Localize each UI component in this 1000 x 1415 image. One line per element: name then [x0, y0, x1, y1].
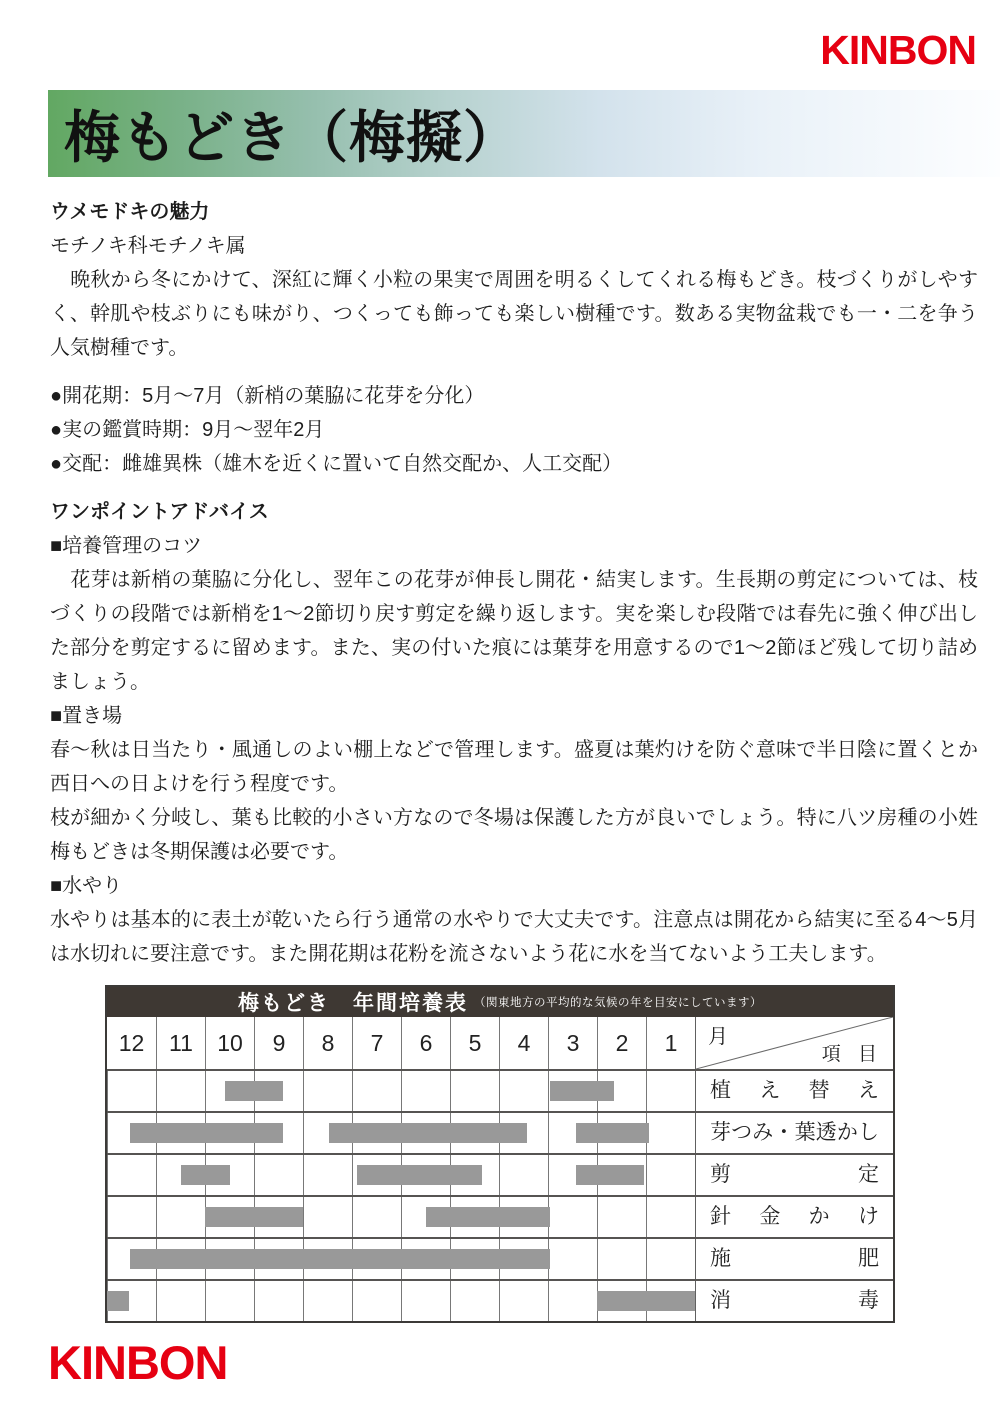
calendar-bar	[597, 1291, 695, 1311]
month-cell: 8	[303, 1017, 352, 1069]
spacer	[50, 481, 978, 495]
calendar-bar	[225, 1081, 284, 1101]
calendar-bars-area	[107, 1281, 695, 1321]
advice-paragraph: 春～秋は日当たり・風通しのよい棚上などで管理します。盛夏は葉灼けを防ぐ意味で半日陰に置くとか西日への日よけを行う程度です。	[50, 739, 978, 795]
month-cell: 5	[450, 1017, 499, 1069]
calendar-row-repotting	[107, 1069, 893, 1111]
intro-family: モチノキ科モチノキ属	[50, 235, 246, 257]
month-cell: 1	[646, 1017, 695, 1069]
calendar-bar	[426, 1207, 551, 1227]
calendar-bar	[181, 1165, 230, 1185]
calendar-row-pruning	[107, 1153, 893, 1195]
calendar-bar	[205, 1207, 303, 1227]
month-cell: 6	[401, 1017, 450, 1069]
page-title: 梅もどき（梅擬）	[64, 107, 520, 170]
calendar-bar	[357, 1165, 482, 1185]
calendar-bars-area	[107, 1239, 695, 1279]
calendar-bar	[576, 1165, 644, 1185]
intro-heading: ウメモドキの魅力	[50, 201, 210, 223]
calendar-row-disinfection	[107, 1279, 893, 1321]
calendar-bar	[329, 1123, 527, 1143]
feature-bullet-flowering: ●開花期：5月～7月（新梢の葉脇に花芽を分化）	[50, 385, 485, 407]
calendar-bar	[107, 1291, 129, 1311]
month-header-row	[107, 1017, 893, 1069]
calendar-bar	[576, 1123, 650, 1143]
calendar-bars-area	[107, 1197, 695, 1237]
calendar-row-label: 剪定	[695, 1155, 893, 1195]
month-cell: 7	[352, 1017, 401, 1069]
calendar-row-label: 施肥	[695, 1239, 893, 1279]
intro-paragraph: 晩秋から冬にかけて、深紅に輝く小粒の果実で周囲を明るくしてくれる梅もどき。枝づくりがしやすく、幹肌や枝ぶりにも味がり、つくっても飾っても楽しい樹種です。数ある実物盆栽でも一・二を争う人気樹種です。	[50, 269, 978, 359]
feature-bullet-fruit-season: ●実の鑑賞時期：9月～翌年2月	[50, 419, 325, 441]
calendar-row-label: 芽つみ・葉透かし	[695, 1113, 893, 1153]
advice-subheading-watering: ■水やり	[50, 875, 123, 897]
calendar-bars-area	[107, 1071, 695, 1111]
calendar-row-label: 消毒	[695, 1281, 893, 1321]
calendar-bars-area	[107, 1113, 695, 1153]
calendar-bar	[130, 1123, 283, 1143]
advice-subheading-cultivation: ■培養管理のコツ	[50, 535, 203, 557]
calendar-bar	[550, 1081, 614, 1101]
month-cell: 4	[499, 1017, 548, 1069]
calendar-row-wiring	[107, 1195, 893, 1237]
calendar-row-fertilizing	[107, 1237, 893, 1279]
advice-subheading-placement: ■置き場	[50, 705, 123, 727]
calendar-bar	[130, 1249, 550, 1269]
month-cell: 3	[548, 1017, 597, 1069]
calendar-corner-cell	[695, 1017, 893, 1069]
kinbon-logo-bottom: KINBON	[48, 1336, 228, 1389]
feature-bullet-pollination: ●交配：雌雄異株（雄木を近くに置いて自然交配か、人工交配）	[50, 453, 623, 475]
month-axis-label: 月	[708, 1026, 728, 1048]
calendar-row-bud-pinching	[107, 1111, 893, 1153]
kinbon-logo-top: KINBON	[820, 27, 976, 73]
calendar-title: 梅もどき 年間培養表	[238, 991, 468, 1015]
advice-paragraph: 水やりは基本的に表土が乾いたら行う通常の水やりで大丈夫です。注意点は開花から結実に至る4～5月は水切れに要注意です。また開花期は花粉を流さないよう花に水を当てないよう工夫します。	[50, 909, 978, 965]
title-banner	[48, 90, 1000, 177]
calendar-subtitle: （関東地方の平均的な気候の年を目安にしています）	[474, 997, 762, 1009]
advice-paragraph: 花芽は新梢の葉脇に分化し、翌年この花芽が伸長し開花・結実します。生長期の剪定については、枝づくりの段階では新梢を1～2節切り戻す剪定を繰り返します。実を楽しむ段階では春先に強く伸び出した部分を剪定するに留めます。また、実の付いた痕には葉芽を用意するので1～2節ほど残して切り詰めましょう。	[50, 569, 978, 693]
item-axis-label: 項 目	[821, 1044, 883, 1065]
month-cell: 12	[118, 1029, 145, 1056]
month-cell: 2	[597, 1017, 646, 1069]
month-cell: 10	[205, 1017, 254, 1069]
body-content	[50, 195, 978, 971]
annual-cultivation-table	[105, 985, 895, 1323]
calendar-bars-area	[107, 1155, 695, 1195]
month-cell: 11	[156, 1017, 205, 1069]
spacer	[50, 365, 978, 379]
month-cell: 9	[254, 1017, 303, 1069]
calendar-row-label: 植え替え	[695, 1071, 893, 1111]
calendar-row-label: 針金かけ	[695, 1197, 893, 1237]
calendar-header	[107, 987, 893, 1017]
advice-heading: ワンポイントアドバイス	[50, 501, 269, 523]
advice-paragraph: 枝が細かく分岐し、葉も比較的小さい方なので冬場は保護した方が良いでしょう。特に八ツ房種の小姓梅もどきは冬期保護は必要です。	[50, 807, 978, 863]
